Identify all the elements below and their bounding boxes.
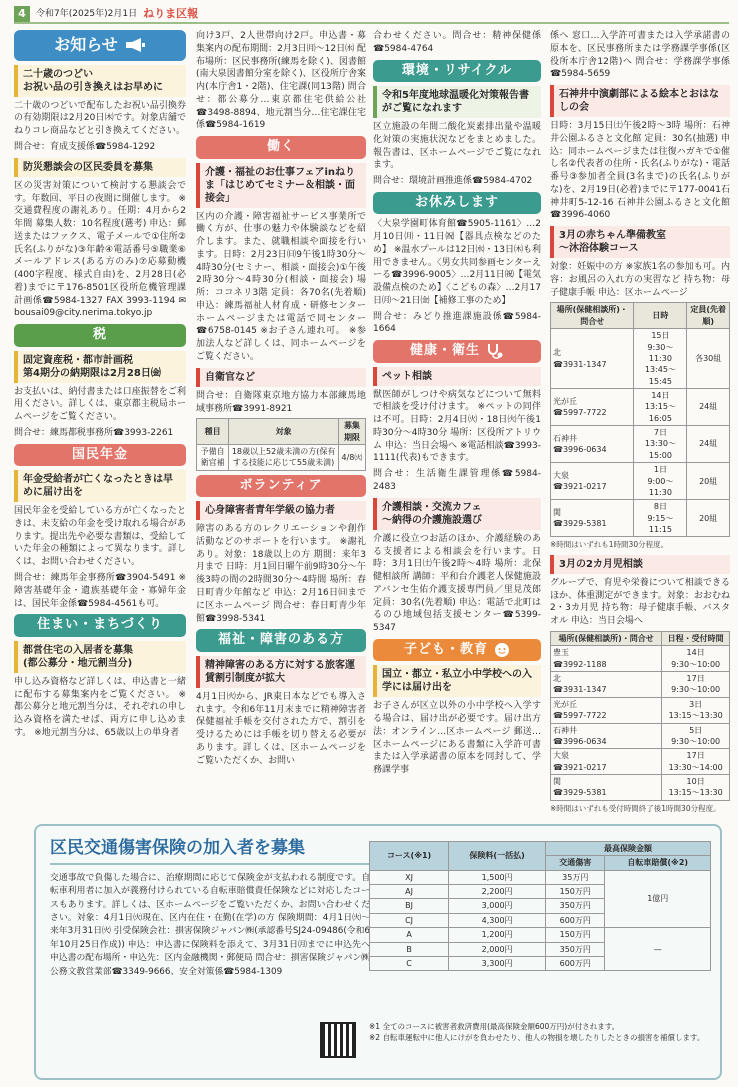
table-cell: 大泉 ☎3921-0217 <box>551 749 662 775</box>
table-cell: 関 ☎3929-5381 <box>551 774 662 800</box>
table-header: コース(※1) <box>370 842 449 871</box>
table-header: 自転車賠償(※2) <box>605 856 711 870</box>
insurance-title: 区民交通傷害保険の加入者を募集 <box>50 836 370 865</box>
section-header-health <box>373 340 541 362</box>
table-cell: 150万円 <box>546 885 605 899</box>
article-contact: 問合せ：環境計画推進係☎5984-4702 <box>373 176 533 187</box>
article-contact: 問合せ：生活衛生課管理係☎5984-2483 <box>373 469 541 492</box>
infant-consult-table <box>550 631 730 801</box>
section-header-tax: 税 <box>14 324 186 346</box>
table-header-row <box>197 419 366 445</box>
table-cell: C <box>370 956 449 970</box>
table-cell: 3日 13:15〜13:30 <box>662 697 730 723</box>
article-contact: 問合せ：練馬都税事務所☎3993-2261 <box>14 427 174 438</box>
article-contact: 問合せ：自衛隊東京地方協力本部練馬地域事務所☎3991-8921 <box>196 390 366 414</box>
table-row <box>551 500 730 537</box>
table-cell: A <box>370 928 449 942</box>
table-cell: 600万円 <box>546 956 605 970</box>
section-header-closures: お休みします <box>373 192 541 214</box>
table-header: 定員(先着順) <box>687 303 730 329</box>
table-cell: 2,000円 <box>449 942 546 956</box>
table-header: 場所(保健相談所)・問合せ <box>551 632 662 646</box>
article-body: 向け3戸、2人世帯向け2戸。申込書・募集案内の配布期間：2月3日㈪〜12日㈬ 配布場所：区民事務所(練馬を除く)、図書館(南大泉図書館分室を除く)、区役所庁舎案内(本庁舎1・2階)、住宅課(同13階) 問合せ：都公募分…東京都住宅供給公社☎3498-8894、地元割当分…住宅課住宅係☎5984-1619 <box>196 31 366 131</box>
table-cell: BJ <box>370 899 449 913</box>
table-cell: 1,500円 <box>449 870 546 884</box>
article-title: 令和5年度地球温暖化対策報告書がご覧になれます <box>373 86 541 118</box>
table-cell: 14日 9:30〜10:00 <box>662 646 730 672</box>
table-cell: 1日 9:00〜11:30 <box>634 463 687 500</box>
table-cell: 5日 9:30〜10:00 <box>662 723 730 749</box>
table-cell: 20組 <box>687 500 730 537</box>
page-number: 4 <box>14 6 30 22</box>
article-body: 合わせください。問合せ：精神保健係☎5984-4764 <box>373 31 541 54</box>
table-row <box>370 870 711 884</box>
table-note: ※時間はいずれも受付時間終了後1時間30分程度。 <box>550 803 721 813</box>
table-cell: XJ <box>370 870 449 884</box>
section-header-health-label: 健康・衛生 <box>409 343 480 359</box>
table-cell: 3,300円 <box>449 956 546 970</box>
table-row <box>551 697 730 723</box>
article-title: 都営住宅の入居者を募集 (都公募分・地元割当分) <box>14 641 186 673</box>
section-header-pension: 国民年金 <box>14 444 186 466</box>
table-cell: 石神井 ☎3996-0634 <box>551 426 634 463</box>
table-cell: 35万円 <box>546 870 605 884</box>
table-header: 場所(保健相談所)・問合せ <box>551 303 634 329</box>
table-cell: 24組 <box>687 426 730 463</box>
table-cell: 豊玉 ☎3992-1188 <box>551 646 662 672</box>
article-title: 精神障害のある方に対する旅客運賃割引制度が拡大 <box>196 656 366 688</box>
article-body: グループで、育児や栄養について相談できるほか、体重測定ができます。対象：おおむね2・3カ月児 持ち物：母子健康手帳、バスタオル 申込：当日会場へ <box>550 577 730 627</box>
article-title: 自衛官など <box>196 368 366 387</box>
section-header-children <box>373 639 541 661</box>
article-body: 区立施設の年間二酸化炭素排出量や温暖化対策の実施状況などをまとめました。報告書は、区ホームページでご覧になれます。 <box>373 121 541 171</box>
article-body: 障害のある方のレクリエーションや創作活動などのサポートを行います。 ※謝礼あり。対象：18歳以上の方 期間：来年3月まで 日時：月1回日曜午前9時30分〜午後3時の間の2時間30分〜4時間 場所：春日町青少年館など 申込：2月16日㈰までに区ホームページ 問合せ：春日町青少年館☎3998-5341 <box>196 524 366 624</box>
article-body: 区内の介護・障害福祉サービス事業所で働く方が、仕事の魅力や体験談などを紹介します。また、就職相談や面接を行います。日時：2月23日㈰9午後1時30分〜4時30分(セミナー、相談・面接会)①午後2時30分〜4時30分(相談・面接会) 場所：ココネリ3階 定員：各70名(先着順) 申込：練馬福祉人材育成・研修センターホームページまたは電話で同センター☎6758-0145 ※お子さん連れ可。 ※参加法人など詳しくは、同ホームページをご覧ください。 <box>196 211 366 362</box>
column-1 <box>14 30 186 790</box>
article-body: 4月1日㈫から、JR東日本などでも導入されます。令和6年11月末までに精神障害者保健福祉手帳を交付された方で、割引を受けるためには手帳を切り替える必要があります。詳しくは、区ホームページをご覧いただくか、お問い <box>196 691 366 766</box>
insurance-notes <box>369 1022 711 1043</box>
table-header: 募集期限 <box>338 419 365 445</box>
table-cell: 4/8㈫ <box>338 445 365 471</box>
article-title: 固定資産税・都市計画税 第4期分の納期限は2月28日㈮ <box>14 351 186 383</box>
article-title: 石神井中演劇部による絵本とおはなしの会 <box>550 85 730 117</box>
table-cell: 石神井 ☎3996-0634 <box>551 723 662 749</box>
table-header: 対象 <box>229 419 339 445</box>
table-header-row <box>551 303 730 329</box>
table-header: 保険料(一括払) <box>449 842 546 871</box>
section-header-volunteer: ボランティア <box>196 475 366 497</box>
table-cell: 14日 13:15〜16:05 <box>634 389 687 426</box>
table-cell: 2,200円 <box>449 885 546 899</box>
table-cell: 24組 <box>687 389 730 426</box>
newsletter-logo: ねりま区報 <box>143 7 199 21</box>
oshirase-label: お知らせ <box>54 35 118 54</box>
table-row <box>551 723 730 749</box>
table-cell: 7日 13:30〜15:00 <box>634 426 687 463</box>
article-contact: 問合せ：みどり推進課施設係☎5984-1664 <box>373 311 541 335</box>
article-title: ペット相談 <box>373 367 541 386</box>
table-row <box>551 389 730 426</box>
insurance-note: ※1 全てのコースに被害者救済費用(最高保険金額600万円)が付されます。 <box>369 1022 620 1031</box>
table-cell: 1億円 <box>605 870 711 927</box>
article-body: お支払いは、納付書または口座振替をご利用ください。詳しくは、東京都主税局ホームページをご覧ください。 <box>14 386 186 423</box>
table-cell: 北 ☎3931-1347 <box>551 329 634 389</box>
article-body: 国民年金を受給している方が亡くなったときは、未支給の年金を受け取れる場合があります。提出先や必要な書類は、受給していた年金の種類によって異なります。詳しくは、お問い合わせください。 <box>14 506 186 568</box>
table-cell: 予備自衛官補 <box>197 445 229 471</box>
article-body: 日時：3月15日㈯午後2時〜3時 場所：石神井公園ふるさと文化館 定員：30名(抽選) 申込：同ホームページまたは往復ハガキで①催し名②代表者の住所・氏名(ふりがな)・電話番号③参加者全員(3名まで)の氏名(ふりがな)を、2月19日(必着)までに〒177-0041石神井町5-12-16 石神井公園ふるさと文化館☎3996-4060 <box>550 121 730 221</box>
table-cell: 各30組 <box>687 329 730 389</box>
article-body: 申し込み資格など詳しくは、申込書と一緒に配布する募集案内をご覧ください。 ※都公募分と地元割当分は、それぞれの申し込み資格を満たせば、両方に申し込めます。 ※地元割当分は、65歳以上の単身者 <box>14 676 186 738</box>
table-cell: 北 ☎3931-1347 <box>551 672 662 698</box>
table-row <box>551 426 730 463</box>
column-3 <box>373 30 541 790</box>
page-header <box>14 6 729 24</box>
article-body: 区の災害対策について検討する懇談会です。年数回、平日の夜間に開催します。 ※交通費程度の謝礼あり。任期：4月から2年間 募集人数：10名程度(選考) 申込：郵送またはファクス、電子メールで①住所②氏名(ふりがな)③年齢④電話番号⑤職業⑥メールアドレス(ある方のみ)⑦応募動機(400字程度、様式自由)を、2月28日(必着)までに〒176-8501区役所危機管理課計画係☎5984-1327 FAX 3993-1194 ✉bousai09@city.nerima.tokyo.jp <box>14 180 186 319</box>
table-cell: — <box>605 928 711 971</box>
table-cell: 18歳以上52歳未満の方(保有する技能に応じて55歳未満) <box>229 445 339 471</box>
table-cell: CJ <box>370 913 449 927</box>
table-row <box>197 445 366 471</box>
article-contact: 問合せ：練馬年金事務所☎3904-5491 ※障害基礎年金・遺族基礎年金・寡婦年金は、国民年金係☎5984-4561も可。 <box>14 573 186 609</box>
oshirase-header <box>14 30 186 61</box>
section-header-work: 働く <box>196 136 366 158</box>
article-title: 国立・都立・私立小中学校への入学には届け出を <box>373 665 541 697</box>
table-header-row <box>551 632 730 646</box>
table-cell: 350万円 <box>546 899 605 913</box>
article-title: 心身障害者青年学級の協力者 <box>196 501 366 520</box>
table-header-row <box>370 842 711 856</box>
issue-date: 令和7年(2025年)2月1日 <box>36 8 138 19</box>
table-cell: 3,000円 <box>449 899 546 913</box>
article-body: 係へ 窓口…入学許可書または入学承諾書の原本を、区民事務所または学務課学事係(区役所本庁舎12階)へ 問合せ：学務課学事係☎5984-5659 <box>550 31 730 80</box>
article-title: 3月の2カ月児相談 <box>550 555 730 574</box>
table-cell: AJ <box>370 885 449 899</box>
table-cell: 350万円 <box>546 942 605 956</box>
table-row <box>551 329 730 389</box>
insurance-box <box>34 824 722 1080</box>
table-header: 日程・受付時間 <box>662 632 730 646</box>
article-body: 介護に役立つお話のほか、介護経験のある支援者による相談会を行います。日時：3月1日㈯午後2時〜4時 場所：北保健相談所 講師：平和台介護老人保健施設アバンセ生佑介護支援専門員／里見茂郎 定員：30名(先着順) 申込：電話で北町はるのひ地域包括支援センター☎5399-5347 <box>373 533 541 634</box>
qr-code-icon[interactable] <box>320 1022 356 1058</box>
table-header: 日時 <box>634 303 687 329</box>
table-cell: 大泉 ☎3921-0217 <box>551 463 634 500</box>
table-row <box>551 774 730 800</box>
column-4 <box>550 30 730 813</box>
insurance-table <box>369 841 711 971</box>
article-body: お子さんが区立以外の小中学校へ入学する場合は、届け出が必要です。届け出方法：オンライン…区ホームページ 郵送…区ホームページにある書類に入学許可書または入学承諾書の原本を同封して、学務課学事 <box>373 701 541 776</box>
table-row <box>551 672 730 698</box>
table-cell: 8日 9:15〜11:15 <box>634 500 687 537</box>
table-row <box>551 749 730 775</box>
table-cell: 17日 13:30〜14:00 <box>662 749 730 775</box>
table-cell: 光が丘 ☎5997-7722 <box>551 697 662 723</box>
table-cell: 4,300円 <box>449 913 546 927</box>
table-row <box>551 463 730 500</box>
table-row <box>551 646 730 672</box>
table-cell: 15日 9:30〜11:30 13:45〜15:45 <box>634 329 687 389</box>
section-header-environment: 環境・リサイクル <box>373 60 541 82</box>
article-body: 獣医師がしつけや病気などについて無料で相談を受け付けます。 ※ペットの同伴は不可。日時：2月4日㈫・18日㈫午後1時30分〜4時30分 場所：区役所アトリウム 申込：当日会場へ ※電話相談☎3993-1111(代表)もできます。 <box>373 389 541 464</box>
column-2 <box>196 30 366 790</box>
table-cell: 10日 13:15〜13:30 <box>662 774 730 800</box>
article-title: 防災懇談会の区民委員を募集 <box>14 158 186 177</box>
article-contact: 問合せ：育成支援係☎5984-1292 <box>14 142 156 153</box>
article-body: 対象：妊娠中の方 ※家族1名の参加も可。内容：お風呂の入れ方の実習など 持ち物：母子健康手帳 申込：区ホームページ <box>550 262 730 298</box>
section-header-housing: 住まい・まちづくり <box>14 614 186 636</box>
article-title: 二十歳のつどい お祝い品の引き換えはお早めに <box>14 65 186 97</box>
baby-class-table <box>550 302 730 537</box>
table-cell: 20組 <box>687 463 730 500</box>
section-header-welfare: 福祉・障害のある方 <box>196 629 366 651</box>
sdf-table <box>196 418 366 470</box>
article-body: 〈大泉学園町体育館☎5905-1161〉…2月10日㈪・11日㈷【器具点検などのため】 ※温水プールは12日㈬・13日㈭も利用できません。〈男女共同参画センターえーる☎3996-9005〉…2月11日㈷【電気設備点検のため】〈こどもの森〉…2月17日㈪〜21日㈮【補修工事のため】 <box>373 219 541 306</box>
table-cell: B <box>370 942 449 956</box>
table-header: 最高保険金額 <box>546 842 711 856</box>
table-cell: 17日 9:30〜10:00 <box>662 672 730 698</box>
insurance-note: ※2 自転車運転中に他人にけがを負わせたり、他人の物損を壊したりしたときの損害を補償します。 <box>369 1032 705 1042</box>
article-title: 年金受給者が亡くなったときは早めに届け出を <box>14 470 186 502</box>
table-cell: 150万円 <box>546 928 605 942</box>
insurance-body: 交通事故で負傷した場合に、治療期間に応じて保険金が支払われる制度です。自転車利用者に加入が義務付けられている自転車賠償責任保険などに対応したコースもあります。詳しくは、区ホームページをご覧いただくか、お問い合わせください。対象：4月1日㈫現在、区内在住・在勤(在学)の方 保険期間：4月1日㈫〜来年3月31日㈫ 引受保険会社：損害保険ジャパン㈱(承認番号SJ24-09486(令和6年10月25日作成)) 申込：申込書に保険料を添えて、3月31日㈪までに申込先へ 申込書の配布場所・申込先：区内金融機関・郵便局 問合せ：損害保険ジャパン㈱公務文教営業部☎3349-9666、安全対策係☎5984-1309 <box>50 873 370 977</box>
table-header: 交通傷害 <box>546 856 605 870</box>
table-row <box>370 928 711 942</box>
section-header-children-label: 子ども・教育 <box>403 641 488 657</box>
article-title: 介護・福祉のお仕事フェアinねりま「はじめてセミナー＆相談・面接会」 <box>196 163 366 208</box>
article-body: 二十歳のつどいで配布したお祝い品引換券の有効期限は2月20日㈭です。対象店舗でねりコレ商品などと引き換えてください。 <box>14 100 186 137</box>
child-face-icon <box>494 642 510 658</box>
megaphone-icon <box>124 37 146 53</box>
table-cell: 関 ☎3929-5381 <box>551 500 634 537</box>
table-cell: 光が丘 ☎5997-7722 <box>551 389 634 426</box>
stethoscope-icon <box>486 343 504 359</box>
table-cell: 600万円 <box>546 913 605 927</box>
article-title: 介護相談・交流カフェ 〜納得の介護施設選び <box>373 498 541 530</box>
table-cell: 1,200円 <box>449 928 546 942</box>
table-note: ※時間はいずれも1時間30分程度。 <box>550 540 669 550</box>
table-header: 種目 <box>197 419 229 445</box>
article-title: 3月の赤ちゃん準備教室 〜沐浴体験コース <box>550 226 730 258</box>
